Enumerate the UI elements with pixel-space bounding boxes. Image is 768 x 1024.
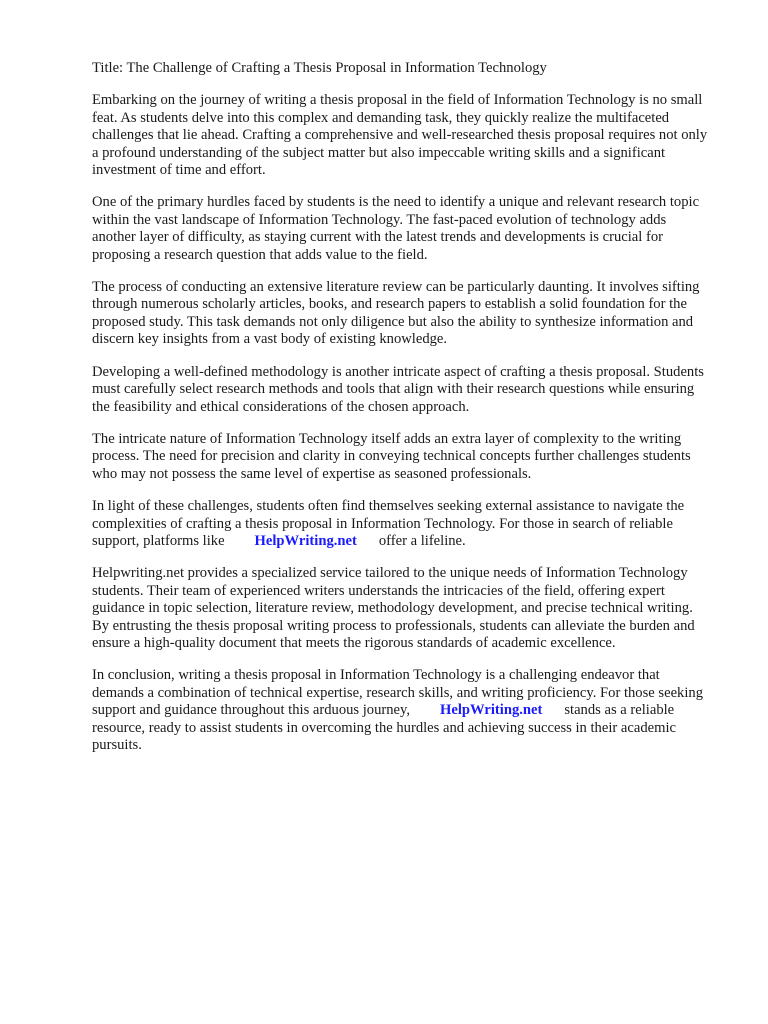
paragraph-literature-review — [92, 279, 712, 349]
paragraph-text — [92, 498, 712, 550]
paragraph-text-before: In conclusion, writing a thesis proposal in Information Technology is a challenging endeavor that demands a combination of technical expertise, research skills, and writing proficiency. For those seeking support and guidance throughout this arduous journey, — [92, 667, 703, 719]
paragraph-text-before: In light of these challenges, students often find themselves seeking external assistance to navigate the complexities of crafting a thesis proposal in Information Technology. For those in search of reliable support, platforms like — [92, 498, 685, 549]
paragraph-service — [92, 565, 712, 652]
paragraph-research-topic — [92, 194, 712, 264]
paragraph-text: One of the primary hurdles faced by students is the need to identify a unique and relevant research topic within the vast landscape of Information Technology. The fast-paced evolution of technology adds another layer of difficulty, as staying current with the latest trends and developments is crucial for proposing a research question that adds value to the field. — [92, 194, 700, 263]
document-title: Title: The Challenge of Crafting a Thesis Proposal in Information Technology — [92, 60, 547, 76]
paragraph-conclusion — [92, 667, 712, 754]
paragraph-text — [92, 667, 712, 754]
paragraph-text: Helpwriting.net provides a specialized service tailored to the unique needs of Information Technology students. Their team of experienced writers understands the intricacies of the field, offering expert guidance in topic selection, literature review, methodology development, and precise technical writing. By entrusting the thesis proposal writing process to professionals, students can alleviate the burden and ensure a high-quality document that meets the rigorous standards of academic excellence. — [92, 565, 695, 651]
paragraph-external-assistance — [92, 498, 712, 550]
paragraph-complexity — [92, 431, 712, 483]
paragraph-text-after: offer a lifeline. — [378, 532, 466, 549]
paragraph-intro — [92, 92, 712, 179]
paragraph-text-after: stands as a reliable resource, ready to assist students in overcoming the hurdles and achieving success in their academic pursuits. — [92, 702, 676, 753]
helpwriting-link[interactable]: HelpWriting.net — [254, 532, 357, 549]
paragraph-text: The process of conducting an extensive literature review can be particularly daunting. It involves sifting through numerous scholarly articles, books, and research papers to establish a solid foundation for the proposed study. This task demands not only diligence but also the ability to synthesize information and discern key insights from a vast body of existing knowledge. — [92, 279, 700, 348]
helpwriting-link[interactable]: HelpWriting.net — [440, 702, 543, 719]
paragraph-text: Developing a well-defined methodology is another intricate aspect of crafting a thesis proposal. Students must carefully select research methods and tools that align with their research questions while ensuring the feasibility and ethical considerations of the chosen approach. — [92, 363, 704, 415]
paragraph-methodology — [92, 364, 712, 416]
paragraph-text: Embarking on the journey of writing a thesis proposal in the field of Information Technology is no small feat. As students delve into this complex and demanding task, they quickly realize the multifaceted challenges that lie ahead. Crafting a comprehensive and well-researched thesis proposal requires not only a profound understanding of the subject matter but also impeccable writing skills and a significant investment of time and effort. — [92, 92, 708, 179]
paragraph-text: The intricate nature of Information Technology itself adds an extra layer of complexity to the writing process. The need for precision and clarity in conveying technical concepts further challenges students who may not possess the same level of expertise as seasoned professionals. — [92, 430, 691, 482]
